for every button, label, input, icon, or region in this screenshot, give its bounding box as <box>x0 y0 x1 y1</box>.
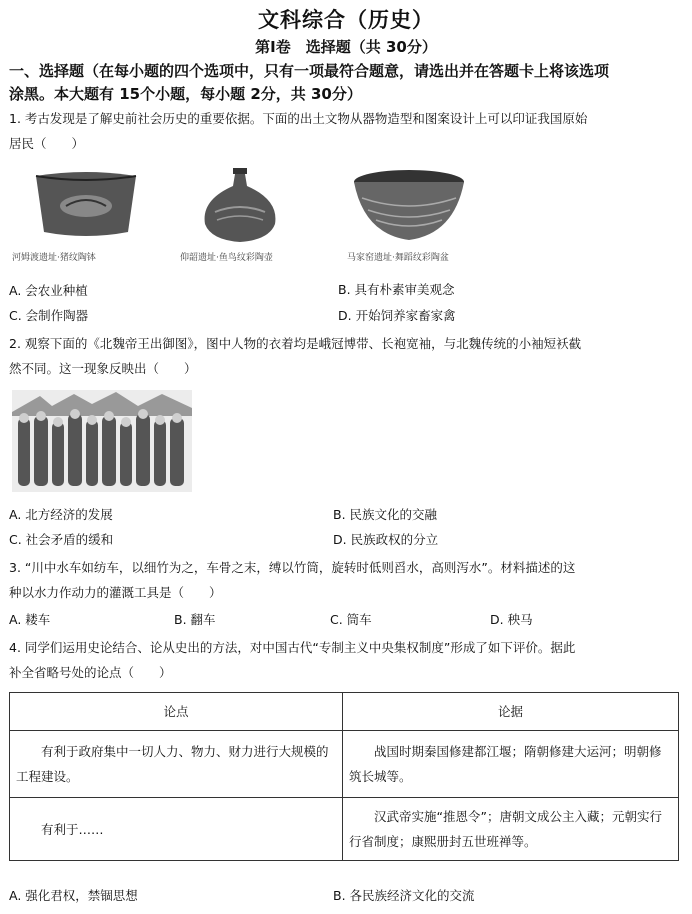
question-3-line-1: 3. “川中水车如纺车，以细竹为之，车骨之末，缚以竹筒，旋转时低则舀水，高则泻水”。材料描述的这 <box>9 560 576 575</box>
northern-wei-emperor-procession-image <box>12 390 192 492</box>
q4-option-a[interactable]: A. 强化君权，禁锢思想 <box>9 888 138 903</box>
q2-option-b[interactable]: B. 民族文化的交融 <box>333 507 438 522</box>
caption-yangshao: 仰韶遗址·鱼鸟纹彩陶壶 <box>180 253 273 263</box>
table-cell-evidence: 战国时期秦国修建都江堰；隋朝修建大运河；明朝修筑长城等。 <box>343 731 679 798</box>
q1-option-a[interactable]: A. 会农业种植 <box>9 283 88 298</box>
question-4-line-2: 补全省略号处的论点（ ） <box>9 665 172 680</box>
dance-pattern-basin-image <box>350 168 468 244</box>
caption-majiayao: 马家窑遗址·舞蹈纹彩陶盆 <box>347 253 449 263</box>
argument-table <box>9 692 679 861</box>
instructions-line-1: 一、选择题（在每小题的四个选项中，只有一项最符合题意，请选出并在答题卡上将该选项 <box>9 62 610 80</box>
section-subtitle: 第Ⅰ卷 选择题（共 30分） <box>255 38 437 56</box>
table-cell-evidence: 汉武帝实施“推恩令”；唐朝文成公主入藏；元朝实行行省制度；康熙册封五世班禅等。 <box>343 798 679 861</box>
question-2-line-2: 然不同。这一现象反映出（ ） <box>9 361 197 376</box>
question-3-line-2: 种以水力作动力的灌溉工具是（ ） <box>9 585 222 600</box>
q2-option-c[interactable]: C. 社会矛盾的缓和 <box>9 532 114 547</box>
q1-option-c[interactable]: C. 会制作陶器 <box>9 308 89 323</box>
table-header-argument: 论点 <box>10 693 343 731</box>
question-3 <box>9 555 679 605</box>
table-row <box>10 731 679 798</box>
question-2-line-1: 2. 观察下面的《北魏帝王出御图》，图中人物的衣着均是峨冠博带、长袍宽袖，与北魏传统的小袖短袄截 <box>9 336 582 351</box>
q4-option-b[interactable]: B. 各民族经济文化的交流 <box>333 888 475 903</box>
q1-option-d[interactable]: D. 开始饲养家畜家禽 <box>338 308 456 323</box>
pig-pattern-bowl-image <box>30 168 142 244</box>
q3-option-a[interactable]: A. 耧车 <box>9 612 51 627</box>
question-1-line-1: 1. 考古发现是了解史前社会历史的重要依据。下面的出土文物从器物造型和图案设计上可以印证我国原始 <box>9 111 588 126</box>
q2-option-d[interactable]: D. 民族政权的分立 <box>333 532 439 547</box>
question-1 <box>9 106 679 156</box>
question-2 <box>9 331 679 381</box>
q3-option-d[interactable]: D. 秧马 <box>490 612 533 627</box>
question-4 <box>9 635 679 685</box>
exam-title: 文科综合（历史） <box>258 8 434 32</box>
q3-option-c[interactable]: C. 筒车 <box>330 612 372 627</box>
table-header-row <box>10 693 679 731</box>
table-cell-argument: 有利于政府集中一切人力、物力、财力进行大规模的工程建设。 <box>10 731 343 798</box>
table-row <box>10 798 679 861</box>
q3-option-b[interactable]: B. 翻车 <box>174 612 216 627</box>
table-cell-argument: 有利于…… <box>10 798 343 861</box>
question-4-line-1: 4. 同学们运用史论结合、论从史出的方法，对中国古代“专制主义中央集权制度”形成了如下评价。据此 <box>9 640 576 655</box>
fish-bird-pot-image <box>195 166 285 246</box>
section-instructions <box>9 60 685 106</box>
question-1-line-2: 居民（ ） <box>9 136 85 151</box>
table-header-evidence: 论据 <box>343 693 679 731</box>
instructions-line-2: 涂黑。本大题有 15个小题，每小题 2分，共 30分） <box>9 85 362 103</box>
q2-option-a[interactable]: A. 北方经济的发展 <box>9 507 113 522</box>
q1-option-b[interactable]: B. 具有朴素审美观念 <box>338 282 455 297</box>
caption-hemudu: 河姆渡遗址·猪纹陶钵 <box>12 253 96 263</box>
artifact-images <box>10 166 510 266</box>
